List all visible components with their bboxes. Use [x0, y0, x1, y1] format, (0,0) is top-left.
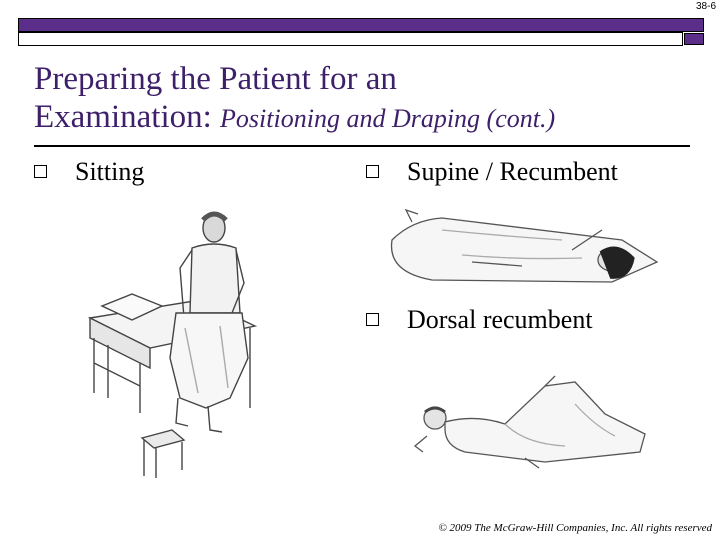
- corner-accent-box: [684, 33, 704, 45]
- bullet-square-icon: [34, 165, 47, 178]
- title-underline: [34, 145, 690, 147]
- title-accent-bar: [18, 18, 704, 32]
- slide-title: [34, 60, 694, 138]
- title-line-1: Preparing the Patient for an: [34, 61, 397, 97]
- bullet-square-icon: [366, 313, 379, 326]
- title-accent-bar-lower: [18, 32, 683, 46]
- bullet-square-icon: [366, 165, 379, 178]
- title-line-2: [34, 98, 694, 138]
- bullet-sitting: [34, 157, 144, 187]
- supine-patient-illustration: [372, 200, 662, 295]
- slide-number: 38-6: [695, 1, 716, 12]
- bullet-label: Sitting: [75, 157, 145, 186]
- sitting-patient-illustration: [80, 208, 265, 480]
- dorsal-recumbent-patient-illustration: [405, 374, 660, 474]
- bullet-supine: [366, 157, 618, 187]
- bullet-dorsal-recumbent: [366, 305, 593, 335]
- copyright-notice: © 2009 The McGraw-Hill Companies, Inc. All rights reserved: [438, 522, 712, 534]
- bullet-label: Supine / Recumbent: [407, 157, 618, 186]
- title-line-2-sub: Positioning and Draping (cont.): [220, 104, 556, 133]
- title-line-2-main: Examination:: [34, 99, 221, 135]
- bullet-label: Dorsal recumbent: [407, 305, 593, 334]
